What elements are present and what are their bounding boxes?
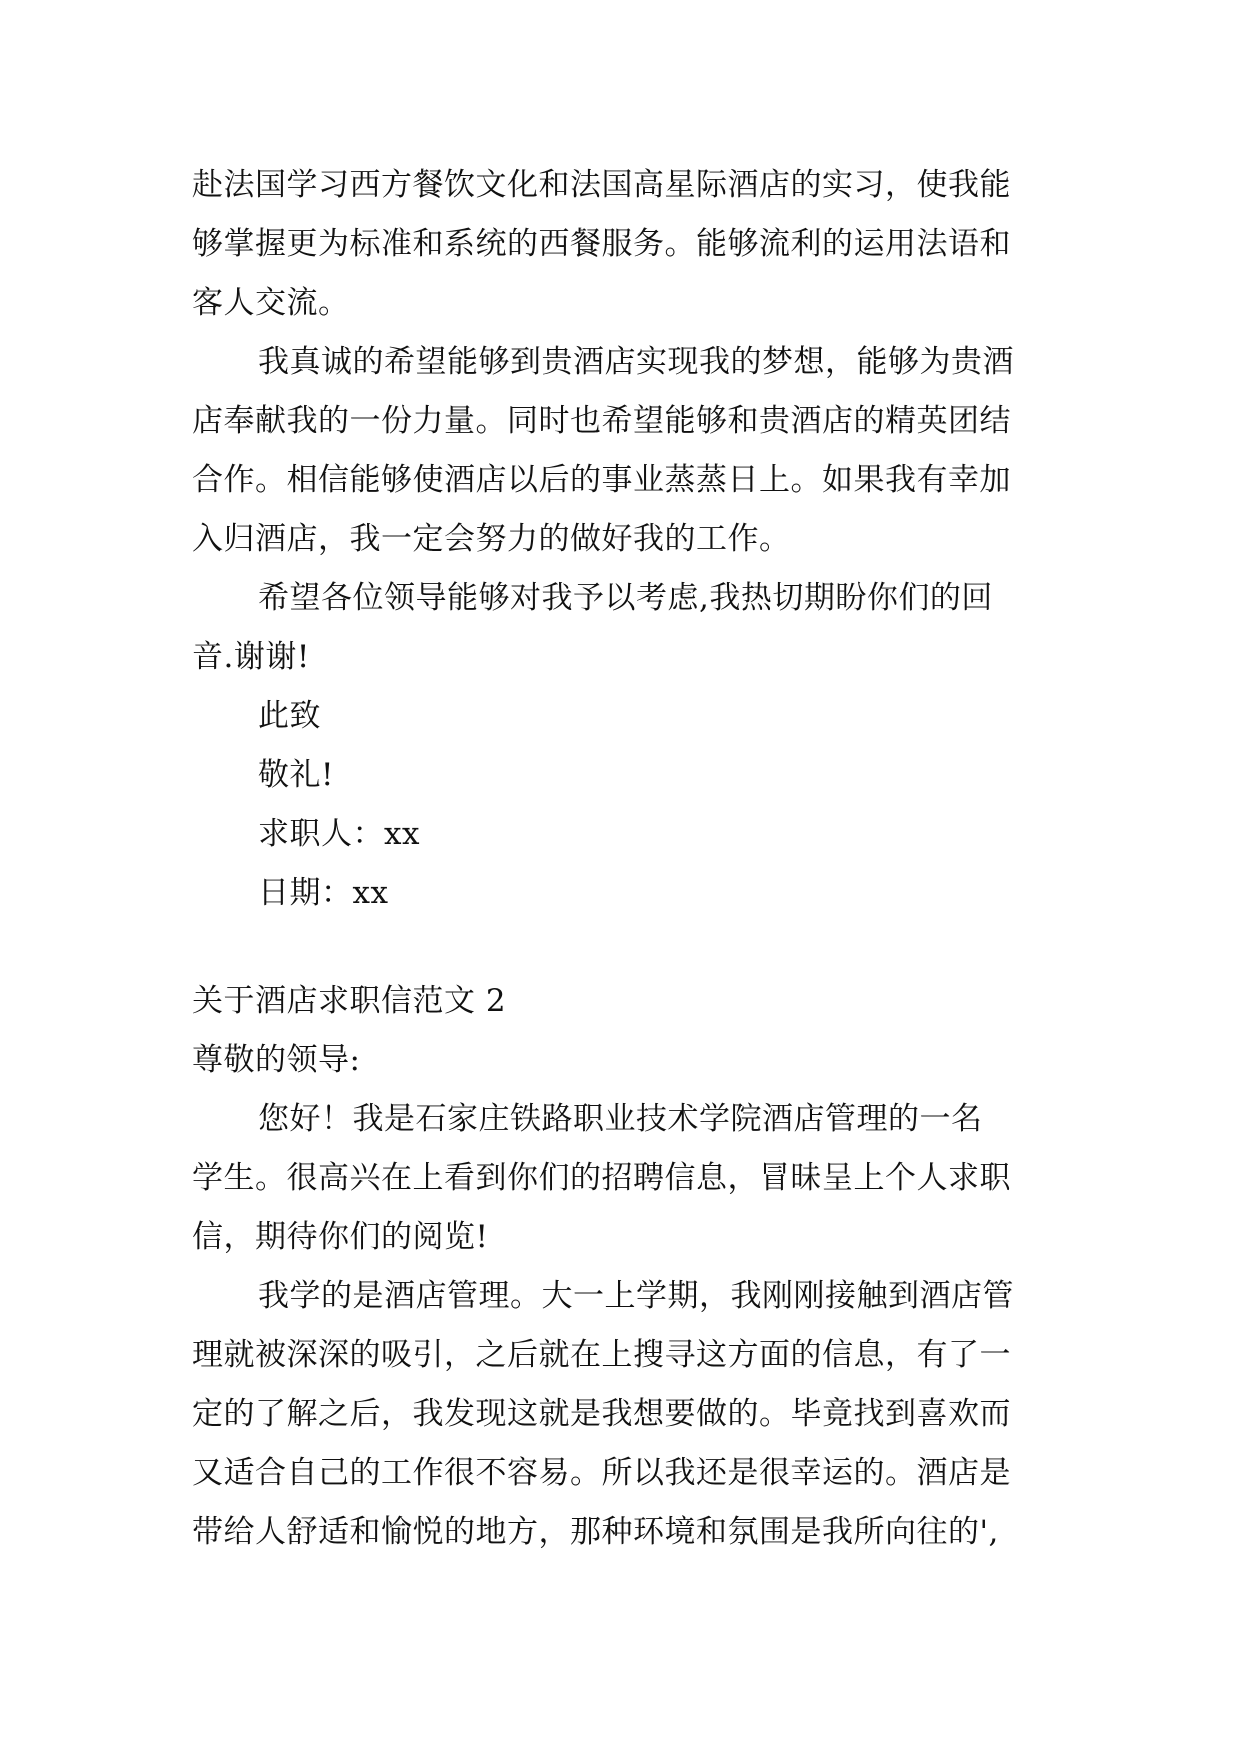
section-title: 关于酒店求职信范文 2 bbox=[192, 983, 507, 1019]
paragraph-line: 我学的是酒店管理。大一上学期，我刚刚接触到酒店管 bbox=[258, 1278, 1014, 1314]
paragraph-line: 又适合自己的工作很不容易。所以我还是很幸运的。酒店是 bbox=[192, 1455, 1011, 1491]
salutation-line: 敬礼! bbox=[258, 757, 334, 793]
paragraph-line: 入归酒店，我一定会努力的做好我的工作。 bbox=[192, 521, 791, 557]
paragraph-line: 您好！我是石家庄铁路职业技术学院酒店管理的一名 bbox=[258, 1101, 983, 1137]
greeting-line: 尊敬的领导: bbox=[192, 1042, 361, 1078]
closing-line: 此致 bbox=[258, 698, 321, 734]
date-line: 日期：xx bbox=[258, 875, 389, 911]
paragraph-line: 音.谢谢! bbox=[192, 639, 310, 675]
paragraph-line: 理就被深深的吸引，之后就在上搜寻这方面的信息，有了一 bbox=[192, 1337, 1011, 1373]
paragraph-line: 店奉献我的一份力量。同时也希望能够和贵酒店的精英团结 bbox=[192, 403, 1011, 439]
paragraph-line: 够掌握更为标准和系统的西餐服务。能够流利的运用法语和 bbox=[192, 226, 1011, 262]
paragraph-line: 信，期待你们的阅览! bbox=[192, 1219, 489, 1255]
paragraph-line: 希望各位领导能够对我予以考虑,我热切期盼你们的回 bbox=[258, 580, 993, 616]
applicant-line: 求职人：xx bbox=[258, 816, 420, 852]
paragraph-line: 定的了解之后，我发现这就是我想要做的。毕竟找到喜欢而 bbox=[192, 1396, 1011, 1432]
paragraph-line: 赴法国学习西方餐饮文化和法国高星际酒店的实习，使我能 bbox=[192, 167, 1011, 203]
paragraph-line: 带给人舒适和愉悦的地方，那种环境和氛围是我所向往的', bbox=[192, 1514, 999, 1550]
paragraph-line: 合作。相信能够使酒店以后的事业蒸蒸日上。如果我有幸加 bbox=[192, 462, 1011, 498]
paragraph-line: 我真诚的希望能够到贵酒店实现我的梦想，能够为贵酒 bbox=[258, 344, 1014, 380]
paragraph-line: 客人交流。 bbox=[192, 285, 350, 321]
paragraph-line: 学生。很高兴在上看到你们的招聘信息，冒昧呈上个人求职 bbox=[192, 1160, 1011, 1196]
